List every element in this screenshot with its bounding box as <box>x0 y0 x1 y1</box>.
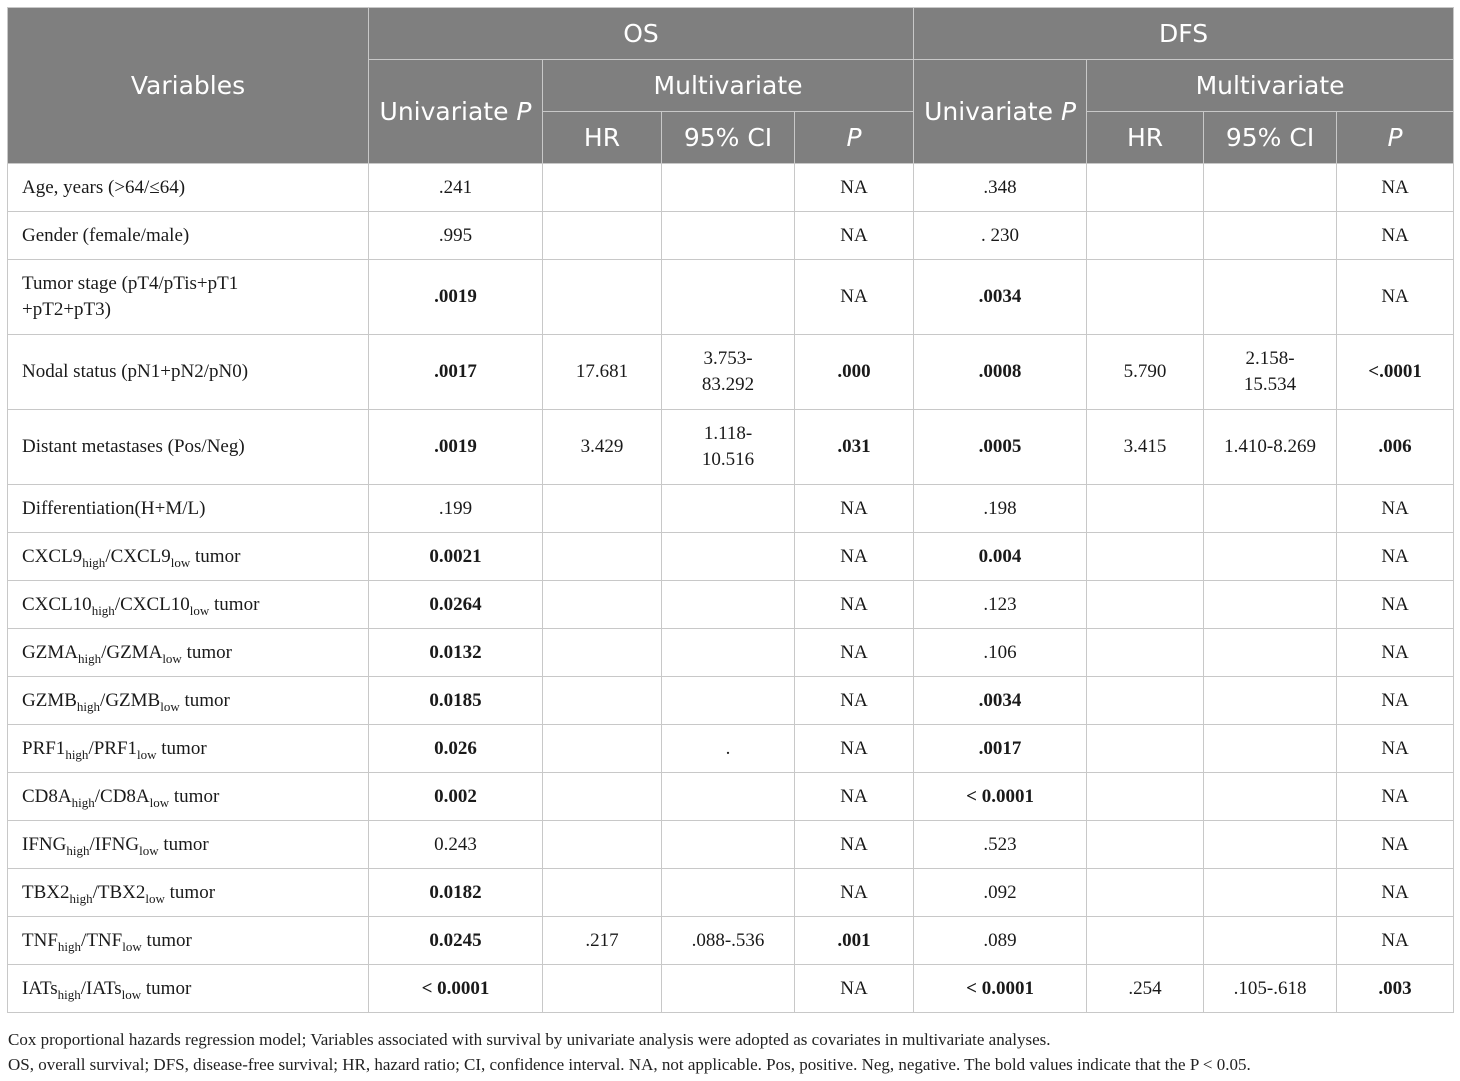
dfs-p: .003 <box>1337 965 1454 1013</box>
os-univariate-p: 0.0185 <box>369 677 543 725</box>
header-os-univariate: Univariate P <box>369 60 543 164</box>
os-hr <box>543 821 662 869</box>
os-ci: 1.118- 10.516 <box>662 410 795 485</box>
dfs-p: NA <box>1337 485 1454 533</box>
dfs-univariate-p: .523 <box>914 821 1087 869</box>
table-row <box>8 410 1454 485</box>
os-ci <box>662 212 795 260</box>
dfs-p: NA <box>1337 212 1454 260</box>
dfs-ci <box>1204 533 1337 581</box>
os-ci <box>662 485 795 533</box>
os-univariate-p: 0.0245 <box>369 917 543 965</box>
os-p: NA <box>795 677 914 725</box>
dfs-hr: .254 <box>1087 965 1204 1013</box>
os-hr <box>543 164 662 212</box>
table-row <box>8 677 1454 725</box>
row-label: Distant metastases (Pos/Neg) <box>8 410 369 485</box>
table-row <box>8 581 1454 629</box>
os-p: NA <box>795 773 914 821</box>
header-variables: Variables <box>8 8 369 164</box>
table-body <box>8 164 1454 1013</box>
dfs-hr <box>1087 212 1204 260</box>
dfs-univariate-p: .106 <box>914 629 1087 677</box>
dfs-univariate-p: < 0.0001 <box>914 965 1087 1013</box>
table-footnotes <box>8 1027 1448 1077</box>
os-p: .000 <box>795 335 914 410</box>
dfs-p: NA <box>1337 677 1454 725</box>
dfs-univariate-p: .0017 <box>914 725 1087 773</box>
os-p: NA <box>795 485 914 533</box>
dfs-hr <box>1087 581 1204 629</box>
os-ci <box>662 533 795 581</box>
os-univariate-p: 0.243 <box>369 821 543 869</box>
dfs-univariate-p: .123 <box>914 581 1087 629</box>
os-p: NA <box>795 212 914 260</box>
os-p: .001 <box>795 917 914 965</box>
dfs-hr <box>1087 260 1204 335</box>
survival-analysis-table <box>7 7 1454 1013</box>
dfs-univariate-p: 0.004 <box>914 533 1087 581</box>
dfs-p: NA <box>1337 821 1454 869</box>
dfs-ci <box>1204 212 1337 260</box>
os-hr <box>543 212 662 260</box>
os-ci <box>662 629 795 677</box>
dfs-ci <box>1204 917 1337 965</box>
dfs-ci <box>1204 581 1337 629</box>
dfs-ci <box>1204 821 1337 869</box>
dfs-univariate-p: .0034 <box>914 260 1087 335</box>
dfs-p: NA <box>1337 773 1454 821</box>
header-os-p: P <box>795 112 914 164</box>
table-row <box>8 260 1454 335</box>
dfs-hr <box>1087 821 1204 869</box>
table-row <box>8 821 1454 869</box>
os-hr: .217 <box>543 917 662 965</box>
os-hr <box>543 965 662 1013</box>
table-row <box>8 335 1454 410</box>
table-row <box>8 629 1454 677</box>
os-p: .031 <box>795 410 914 485</box>
os-ci <box>662 581 795 629</box>
header-os-multivariate: Multivariate <box>543 60 914 112</box>
os-hr <box>543 725 662 773</box>
table-row <box>8 485 1454 533</box>
os-univariate-p: 0.0182 <box>369 869 543 917</box>
table-row <box>8 965 1454 1013</box>
os-hr <box>543 260 662 335</box>
row-label: Nodal status (pN1+pN2/pN0) <box>8 335 369 410</box>
dfs-p: NA <box>1337 869 1454 917</box>
dfs-ci: 1.410-8.269 <box>1204 410 1337 485</box>
os-p: NA <box>795 821 914 869</box>
dfs-hr <box>1087 164 1204 212</box>
os-hr <box>543 677 662 725</box>
dfs-hr: 5.790 <box>1087 335 1204 410</box>
os-ci <box>662 773 795 821</box>
dfs-univariate-p: .0008 <box>914 335 1087 410</box>
os-univariate-p: 0.0021 <box>369 533 543 581</box>
dfs-hr <box>1087 533 1204 581</box>
row-label: Gender (female/male) <box>8 212 369 260</box>
header-os-hr: HR <box>543 112 662 164</box>
dfs-univariate-p: .092 <box>914 869 1087 917</box>
table-row <box>8 725 1454 773</box>
row-label: $TNF_{high}/TNF_{low}$ tumor <box>8 917 369 965</box>
os-hr <box>543 869 662 917</box>
os-p: NA <box>795 629 914 677</box>
os-univariate-p: .995 <box>369 212 543 260</box>
dfs-univariate-p: .0034 <box>914 677 1087 725</box>
dfs-hr: 3.415 <box>1087 410 1204 485</box>
os-ci <box>662 260 795 335</box>
row-label: $TBX2_{high}/TBX2_{low}$ tumor <box>8 869 369 917</box>
os-ci <box>662 869 795 917</box>
dfs-hr <box>1087 485 1204 533</box>
dfs-p: NA <box>1337 164 1454 212</box>
os-p: NA <box>795 164 914 212</box>
dfs-p: NA <box>1337 533 1454 581</box>
row-label: Tumor stage (pT4/pTis+pT1 +pT2+pT3) <box>8 260 369 335</box>
dfs-ci <box>1204 869 1337 917</box>
dfs-hr <box>1087 725 1204 773</box>
dfs-hr <box>1087 677 1204 725</box>
os-univariate-p: .241 <box>369 164 543 212</box>
row-label: IATs$_{high}$/IATs$_{low}$ tumor <box>8 965 369 1013</box>
os-p: NA <box>795 725 914 773</box>
dfs-p: NA <box>1337 581 1454 629</box>
os-p: NA <box>795 869 914 917</box>
dfs-ci <box>1204 677 1337 725</box>
os-univariate-p: < 0.0001 <box>369 965 543 1013</box>
os-ci: .088-.536 <box>662 917 795 965</box>
row-label: $CXCL10_{high}/CXCL10_{low}$ tumor <box>8 581 369 629</box>
dfs-univariate-p: .198 <box>914 485 1087 533</box>
os-hr: 3.429 <box>543 410 662 485</box>
row-label: $IFNG_{high}/IFNG_{low}$ tumor <box>8 821 369 869</box>
dfs-p: NA <box>1337 629 1454 677</box>
row-label: $CD8A_{high}/CD8A_{low}$ tumor <box>8 773 369 821</box>
dfs-univariate-p: .348 <box>914 164 1087 212</box>
os-univariate-p: .199 <box>369 485 543 533</box>
table-row <box>8 212 1454 260</box>
os-p: NA <box>795 581 914 629</box>
os-p: NA <box>795 965 914 1013</box>
table-row <box>8 917 1454 965</box>
dfs-univariate-p: . 230 <box>914 212 1087 260</box>
dfs-p: NA <box>1337 725 1454 773</box>
row-label: $PRF1_{high}/PRF1_{low}$ tumor <box>8 725 369 773</box>
footnote-line-1: Cox proportional hazards regression model; Variables associated with survival by univariate analysis were adopted as covariates in multivariate analyses. <box>8 1030 1051 1049</box>
dfs-ci <box>1204 260 1337 335</box>
dfs-ci <box>1204 773 1337 821</box>
dfs-p: NA <box>1337 260 1454 335</box>
dfs-hr <box>1087 917 1204 965</box>
dfs-univariate-p: .0005 <box>914 410 1087 485</box>
row-label: $GZMA_{high}/GZMA_{low}$ tumor <box>8 629 369 677</box>
footnote-line-2: OS, overall survival; DFS, disease-free survival; HR, hazard ratio; CI, confidence interval. NA, not applicable. Pos, positive. Neg, negative. The bold values indicate that the P < 0.05. <box>8 1055 1251 1074</box>
os-ci <box>662 164 795 212</box>
os-hr <box>543 773 662 821</box>
row-label: Differentiation(H+M/L) <box>8 485 369 533</box>
header-dfs: DFS <box>914 8 1454 60</box>
os-hr <box>543 533 662 581</box>
header-dfs-ci: 95% CI <box>1204 112 1337 164</box>
os-ci <box>662 965 795 1013</box>
os-univariate-p: .0017 <box>369 335 543 410</box>
os-hr <box>543 485 662 533</box>
os-p: NA <box>795 533 914 581</box>
header-dfs-hr: HR <box>1087 112 1204 164</box>
os-hr <box>543 581 662 629</box>
os-ci: 3.753- 83.292 <box>662 335 795 410</box>
os-hr <box>543 629 662 677</box>
table-header <box>8 8 1454 164</box>
dfs-p: <.0001 <box>1337 335 1454 410</box>
os-univariate-p: 0.002 <box>369 773 543 821</box>
dfs-hr <box>1087 869 1204 917</box>
row-label: Age, years (>64/≤64) <box>8 164 369 212</box>
dfs-univariate-p: .089 <box>914 917 1087 965</box>
dfs-univariate-p: < 0.0001 <box>914 773 1087 821</box>
header-dfs-univariate: Univariate P <box>914 60 1087 164</box>
header-dfs-p: P <box>1337 112 1454 164</box>
dfs-ci: .105-.618 <box>1204 965 1337 1013</box>
row-label: $CXCL9_{high}/CXCL9_{low}$ tumor <box>8 533 369 581</box>
table-row <box>8 773 1454 821</box>
dfs-hr <box>1087 773 1204 821</box>
table-row <box>8 164 1454 212</box>
dfs-ci <box>1204 629 1337 677</box>
dfs-ci <box>1204 485 1337 533</box>
dfs-p: NA <box>1337 917 1454 965</box>
dfs-hr <box>1087 629 1204 677</box>
dfs-ci <box>1204 725 1337 773</box>
os-univariate-p: 0.0264 <box>369 581 543 629</box>
dfs-ci <box>1204 164 1337 212</box>
dfs-p: .006 <box>1337 410 1454 485</box>
os-ci: . <box>662 725 795 773</box>
os-ci <box>662 677 795 725</box>
dfs-ci: 2.158- 15.534 <box>1204 335 1337 410</box>
os-ci <box>662 821 795 869</box>
row-label: $GZMB_{high}/GZMB_{low}$ tumor <box>8 677 369 725</box>
os-univariate-p: .0019 <box>369 410 543 485</box>
header-os-ci: 95% CI <box>662 112 795 164</box>
os-univariate-p: 0.0132 <box>369 629 543 677</box>
header-dfs-multivariate: Multivariate <box>1087 60 1454 112</box>
header-os: OS <box>369 8 914 60</box>
os-p: NA <box>795 260 914 335</box>
os-hr: 17.681 <box>543 335 662 410</box>
os-univariate-p: .0019 <box>369 260 543 335</box>
table-row <box>8 533 1454 581</box>
os-univariate-p: 0.026 <box>369 725 543 773</box>
table-row <box>8 869 1454 917</box>
